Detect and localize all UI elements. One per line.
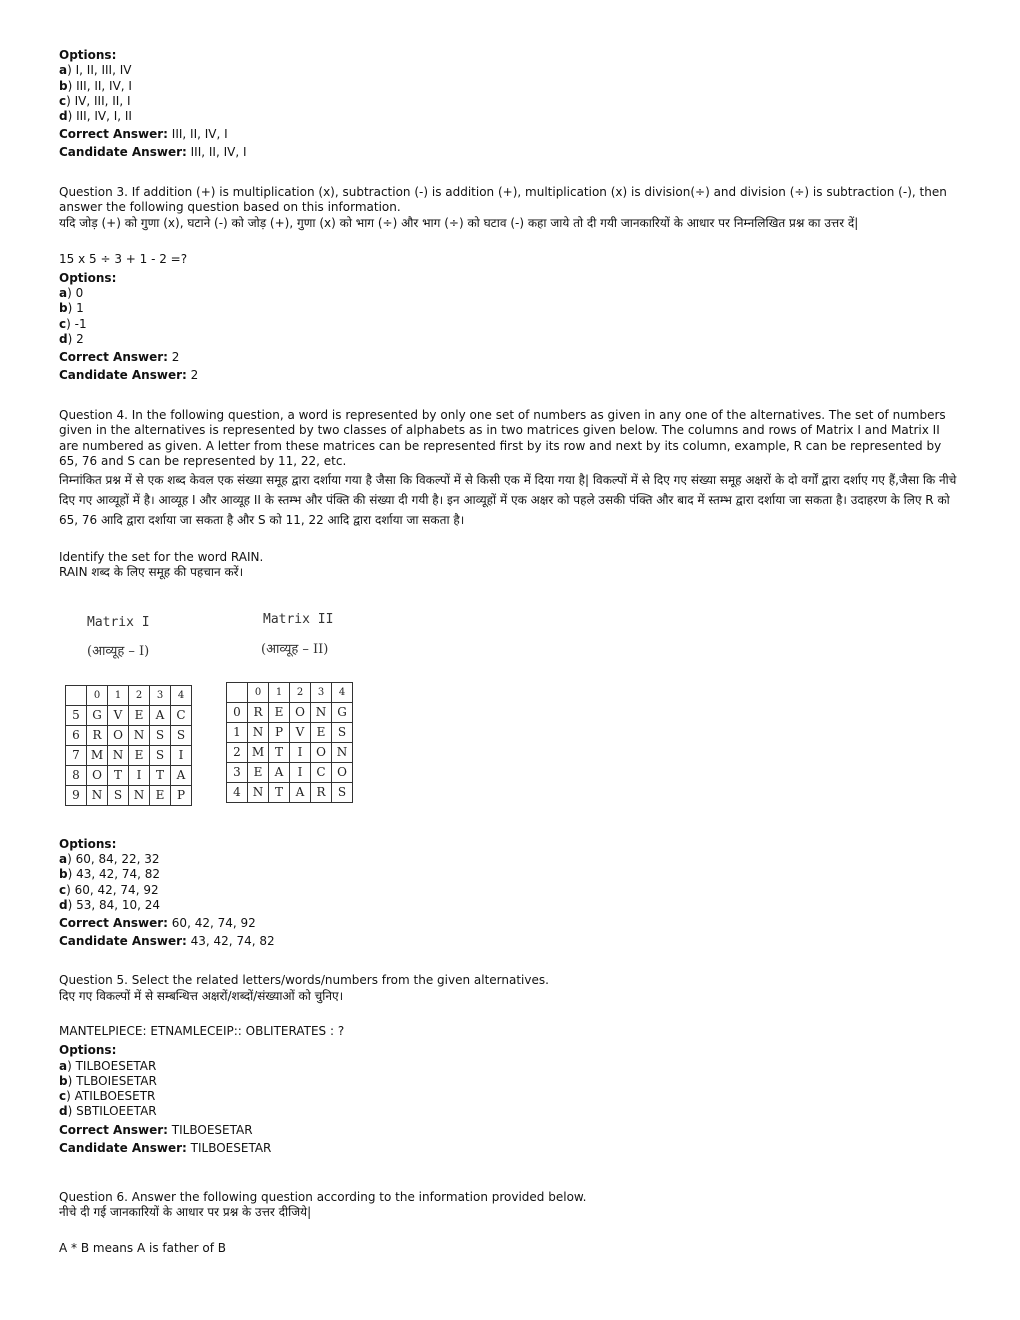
option-text: ) 60, 42, 74, 92 xyxy=(66,882,159,897)
option-key: d xyxy=(59,332,68,347)
matrix-cell: G xyxy=(87,705,108,725)
matrix-cell: O xyxy=(332,762,353,782)
correct-answer-label: Correct Answer: xyxy=(59,350,168,365)
matrix-cell: G xyxy=(332,702,353,722)
option-key: b xyxy=(59,1073,68,1088)
row-header: 5 xyxy=(66,705,87,725)
matrix-cell: I xyxy=(171,745,192,765)
correct-answer-label: Correct Answer: xyxy=(59,127,168,142)
option-d xyxy=(59,109,959,124)
option-key: b xyxy=(59,78,68,93)
options-list xyxy=(59,63,959,124)
matrix-cell: O xyxy=(87,765,108,785)
corner-cell xyxy=(227,682,248,702)
matrix-cell: S xyxy=(108,785,129,805)
matrix-row xyxy=(66,705,192,725)
candidate-answer-value: 2 xyxy=(190,368,199,383)
matrix-cell: E xyxy=(248,762,269,782)
matrix-cell: S xyxy=(150,725,171,745)
matrix-row xyxy=(66,765,192,785)
col-header: 4 xyxy=(332,682,353,702)
option-key: d xyxy=(59,897,68,912)
matrix-cell: I xyxy=(290,742,311,762)
option-key: c xyxy=(59,1089,67,1104)
option-text: ) 2 xyxy=(67,332,84,347)
question-prompt: MANTELPIECE: ETNAMLECEIP:: OBLITERATES : ? xyxy=(59,1023,345,1038)
option-text: ) 43, 42, 74, 82 xyxy=(67,867,161,882)
col-header: 3 xyxy=(311,682,332,702)
question-rule: A * B means A is father of B xyxy=(59,1240,227,1255)
matrix-cell: R xyxy=(311,782,332,802)
question-text-hi: नीचे दी गई जानकारियों के आधार पर प्रश्न के उत्तर दीजिये| xyxy=(59,1205,312,1220)
option-c xyxy=(59,317,959,332)
matrix-header-row xyxy=(66,685,192,705)
option-a xyxy=(59,852,959,867)
col-header: 1 xyxy=(108,685,129,705)
option-text: ) 1 xyxy=(67,301,84,316)
option-key: c xyxy=(59,93,67,108)
matrix-cell: N xyxy=(311,702,332,722)
option-text: ) 53, 84, 10, 24 xyxy=(67,897,161,912)
matrix-cell: S xyxy=(171,725,192,745)
matrix-cell: V xyxy=(108,705,129,725)
matrix-cell: N xyxy=(332,742,353,762)
candidate-answer-value: 43, 42, 74, 82 xyxy=(190,934,275,949)
matrix-row xyxy=(66,725,192,745)
option-text: ) III, II, IV, I xyxy=(67,78,132,93)
question-text-en: Question 5. Select the related letters/words/numbers from the given alternatives. xyxy=(59,973,549,988)
correct-answer xyxy=(59,124,959,145)
matrix-cell: S xyxy=(332,782,353,802)
matrix-cell: C xyxy=(311,762,332,782)
matrices-figure xyxy=(65,611,959,837)
option-c xyxy=(59,94,959,109)
row-header: 1 xyxy=(227,722,248,742)
matrix-cell: R xyxy=(87,725,108,745)
identify-text-hi: RAIN शब्द के लिए समूह की पहचान करें। xyxy=(59,565,244,580)
matrix-cell: N xyxy=(87,785,108,805)
question-text-en: Question 4. In the following question, a word is represented by only one set of numbers as given in any one of the alternatives. The set of numbers given in the alternatives is represented by two classes of alphabets as in two matrices given below. The columns and rows of Matrix I and Matrix II are numbered as given. A letter from these matrices can be represented first by its row and next by its column, example, R can be represented by 65, 76 and S can be represented by 11, 22, etc. xyxy=(59,407,946,469)
candidate-answer-label: Candidate Answer: xyxy=(59,1140,187,1155)
matrix-1-title: Matrix I xyxy=(87,614,150,630)
matrix-cell: E xyxy=(129,705,150,725)
option-text: ) TLBOIESETAR xyxy=(67,1073,157,1088)
candidate-answer xyxy=(59,1141,959,1156)
col-header: 1 xyxy=(269,682,290,702)
matrix-cell: N xyxy=(108,745,129,765)
matrix-cell: E xyxy=(129,745,150,765)
question-text-hi: निम्नांकित प्रश्न में से एक शब्द केवल एक संख्या समूह द्वारा दर्शाया गया है जैसा कि विकल्पों में से किसी एक में दिया गया है| विकल्पों में से दिए गए संख्या समूह अक्षरों के दो वर्गों द्वारा दर्शाए गए हैं,जैसा कि नीचे दिए गए आव्यूहों में है। आव्यूह I और आव्यूह II के स्तम्भ और पंक्ति की संख्या दी गयी है। इन आव्यूहों में एक अक्षर को पहले उसकी पंक्ति और बाद में स्तम्भ द्वारा दर्शाया जा सकता है। उदाहरण के लिए R को 65, 76 आदि द्वारा दर्शाया जा सकता है और S को 11, 22 आदि द्वारा दर्शाया जा सकता है। xyxy=(59,473,957,528)
correct-answer-value: 60, 42, 74, 92 xyxy=(171,916,256,931)
matrix-row xyxy=(227,762,353,782)
candidate-answer xyxy=(59,145,959,160)
option-b xyxy=(59,79,959,94)
matrix-2-subtitle: (आव्यूह – II) xyxy=(261,641,329,657)
options-list xyxy=(59,852,959,913)
option-key: d xyxy=(59,109,68,124)
row-header: 3 xyxy=(227,762,248,782)
matrix-cell: O xyxy=(108,725,129,745)
matrix-cell: E xyxy=(150,785,171,805)
matrix-cell: S xyxy=(150,745,171,765)
option-c xyxy=(59,883,959,898)
matrix-cell: N xyxy=(248,722,269,742)
option-key: a xyxy=(59,851,68,866)
matrix-2-title: Matrix II xyxy=(263,611,334,627)
candidate-answer-label: Candidate Answer: xyxy=(59,934,187,949)
question-expression: 15 x 5 ÷ 3 + 1 - 2 =? xyxy=(59,251,188,266)
candidate-answer-value: TILBOESETAR xyxy=(190,1140,272,1155)
matrix-cell: A xyxy=(290,782,311,802)
option-a xyxy=(59,1059,959,1074)
matrix-cell: A xyxy=(269,762,290,782)
option-text: ) ATILBOESETR xyxy=(66,1089,156,1104)
matrix-row xyxy=(227,742,353,762)
matrix-2-table xyxy=(226,682,353,803)
matrix-cell: M xyxy=(87,745,108,765)
option-key: a xyxy=(59,1058,68,1073)
correct-answer xyxy=(59,913,959,934)
matrix-cell: I xyxy=(290,762,311,782)
correct-answer xyxy=(59,1120,959,1141)
option-key: d xyxy=(59,1104,68,1119)
option-text: ) III, IV, I, II xyxy=(67,109,132,124)
matrix-row xyxy=(227,702,353,722)
row-header: 0 xyxy=(227,702,248,722)
options-label: Options: xyxy=(59,270,117,285)
matrix-cell: T xyxy=(269,782,290,802)
matrix-cell: T xyxy=(150,765,171,785)
option-text: ) -1 xyxy=(66,316,87,331)
option-b xyxy=(59,867,959,882)
matrix-cell: R xyxy=(248,702,269,722)
option-a xyxy=(59,63,959,78)
row-header: 8 xyxy=(66,765,87,785)
option-key: b xyxy=(59,867,68,882)
identify-text-en: Identify the set for the word RAIN. xyxy=(59,550,264,565)
matrix-row xyxy=(66,745,192,765)
row-header: 7 xyxy=(66,745,87,765)
matrix-row xyxy=(227,722,353,742)
matrix-cell: N xyxy=(248,782,269,802)
option-text: ) IV, III, II, I xyxy=(66,93,131,108)
correct-answer-label: Correct Answer: xyxy=(59,916,168,931)
matrix-row xyxy=(66,785,192,805)
matrix-cell: C xyxy=(171,705,192,725)
question-text-en: Question 6. Answer the following question according to the information provided below. xyxy=(59,1190,587,1205)
matrix-cell: P xyxy=(171,785,192,805)
matrix-cell: N xyxy=(129,785,150,805)
matrix-cell: A xyxy=(150,705,171,725)
col-header: 0 xyxy=(87,685,108,705)
option-text: ) I, II, III, IV xyxy=(67,63,132,78)
option-text: ) SBTILOEETAR xyxy=(67,1104,157,1119)
candidate-answer-label: Candidate Answer: xyxy=(59,145,187,160)
matrix-cell: A xyxy=(171,765,192,785)
exam-response-sheet xyxy=(59,48,959,1256)
matrix-cell: S xyxy=(332,722,353,742)
options-label: Options: xyxy=(59,1043,117,1058)
correct-answer-value: TILBOESETAR xyxy=(171,1122,253,1137)
matrix-cell: E xyxy=(269,702,290,722)
correct-answer-value: III, II, IV, I xyxy=(171,127,228,142)
option-text: ) 60, 84, 22, 32 xyxy=(67,851,160,866)
matrix-cell: T xyxy=(108,765,129,785)
options-label: Options: xyxy=(59,836,117,851)
question-2-section xyxy=(59,48,959,161)
option-d xyxy=(59,332,959,347)
row-header: 6 xyxy=(66,725,87,745)
matrix-cell: M xyxy=(248,742,269,762)
matrix-cell: N xyxy=(129,725,150,745)
matrix-cell: I xyxy=(129,765,150,785)
question-3-section xyxy=(59,185,959,384)
matrix-cell: T xyxy=(269,742,290,762)
row-header: 9 xyxy=(66,785,87,805)
question-text-en: Question 3. If addition (+) is multiplication (x), subtraction (-) is addition (+), multiplication (x) is division(÷) and division (÷) is subtraction (-), then answer the following question based on this information. xyxy=(59,184,947,215)
col-header: 0 xyxy=(248,682,269,702)
question-text-hi: यदि जोड़ (+) को गुणा (x), घटाने (-) को जोड़ (+), गुणा (x) को भाग (÷) और भाग (÷) को घटाव (-) कहा जाये तो दी गयी जानकारियों के आधार पर निम्नलिखित प्रश्न का उत्तर दें| xyxy=(59,215,859,230)
option-key: a xyxy=(59,63,68,78)
correct-answer-value: 2 xyxy=(171,350,180,365)
candidate-answer-label: Candidate Answer: xyxy=(59,368,187,383)
option-c xyxy=(59,1089,959,1104)
candidate-answer xyxy=(59,934,959,949)
matrix-cell: E xyxy=(311,722,332,742)
option-d xyxy=(59,1104,959,1119)
matrix-header-row xyxy=(227,682,353,702)
row-header: 4 xyxy=(227,782,248,802)
question-text-hi: दिए गए विकल्पों में से सम्बन्धित्त अक्षरों/शब्दों/संख्याओं को चुनिए। xyxy=(59,988,344,1003)
candidate-answer xyxy=(59,368,959,383)
option-b xyxy=(59,301,959,316)
col-header: 3 xyxy=(150,685,171,705)
matrix-cell: V xyxy=(290,722,311,742)
question-6-section xyxy=(59,1190,959,1256)
question-4-section xyxy=(59,408,959,950)
col-header: 4 xyxy=(171,685,192,705)
matrix-1-subtitle: (आव्यूह – I) xyxy=(87,643,150,659)
question-5-section xyxy=(59,973,959,1156)
matrix-cell: P xyxy=(269,722,290,742)
options-label: Options: xyxy=(59,48,117,62)
candidate-answer-value: III, II, IV, I xyxy=(190,145,247,160)
row-header: 2 xyxy=(227,742,248,762)
matrix-1-table xyxy=(65,685,192,806)
option-key: c xyxy=(59,316,67,331)
options-list xyxy=(59,286,959,347)
corner-cell xyxy=(66,685,87,705)
matrix-row xyxy=(227,782,353,802)
option-text: ) TILBOESETAR xyxy=(67,1058,157,1073)
option-key: c xyxy=(59,882,67,897)
option-key: a xyxy=(59,286,68,301)
correct-answer-label: Correct Answer: xyxy=(59,1122,168,1137)
matrix-cell: O xyxy=(290,702,311,722)
option-text: ) 0 xyxy=(67,286,84,301)
correct-answer xyxy=(59,347,959,368)
options-list xyxy=(59,1059,959,1120)
option-key: b xyxy=(59,301,68,316)
matrix-cell: O xyxy=(311,742,332,762)
col-header: 2 xyxy=(290,682,311,702)
option-d xyxy=(59,898,959,913)
option-b xyxy=(59,1074,959,1089)
option-a xyxy=(59,286,959,301)
col-header: 2 xyxy=(129,685,150,705)
